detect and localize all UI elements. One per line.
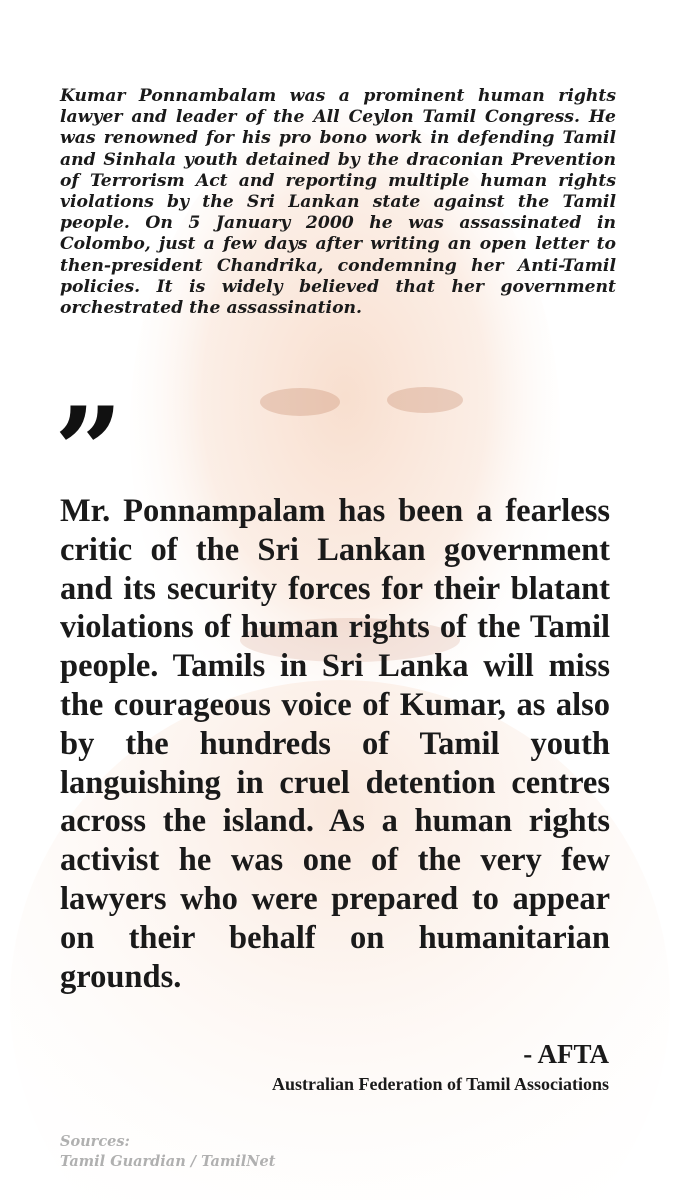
quotation-mark-icon: ” <box>54 381 120 522</box>
attribution-full-name: Australian Federation of Tamil Associations <box>271 1074 609 1094</box>
sources-label: Sources: <box>60 1133 130 1150</box>
quote-text: Mr. Ponnampalam has been a fearless critic of the Sri Lankan government and its security forces for their blatant violations of human rights of the Tamil people. Tamils in Sri Lanka will miss the courageous voice of Kumar, as also by the hundreds of Tamil youth languishing in cruel detention centres across the island. As a human rights activist he was one of the very few lawyers who were prepared to appear on their behalf on humanitarian grounds. <box>60 493 610 995</box>
sources <box>60 1132 275 1172</box>
biography-paragraph: Kumar Ponnambalam was a prominent human rights lawyer and leader of the All Ceylon Tamil Congress. He was renowned for his pro bono work in defending Tamil and Sinhala youth detained by the draconian Prevention of Terrorism Act and reporting multiple human rights violations by the Sri Lankan state against the Tamil people. On 5 January 2000 he was assassinated in Colombo, just a few days after writing an open letter to then-president Chandrika, condemning her Anti-Tamil policies. It is widely believed that her government orchestrated the assassination. <box>60 86 616 319</box>
attribution <box>272 1038 609 1096</box>
attribution-short-name: - AFTA <box>523 1039 609 1069</box>
sources-list: Tamil Guardian / TamilNet <box>60 1153 276 1170</box>
